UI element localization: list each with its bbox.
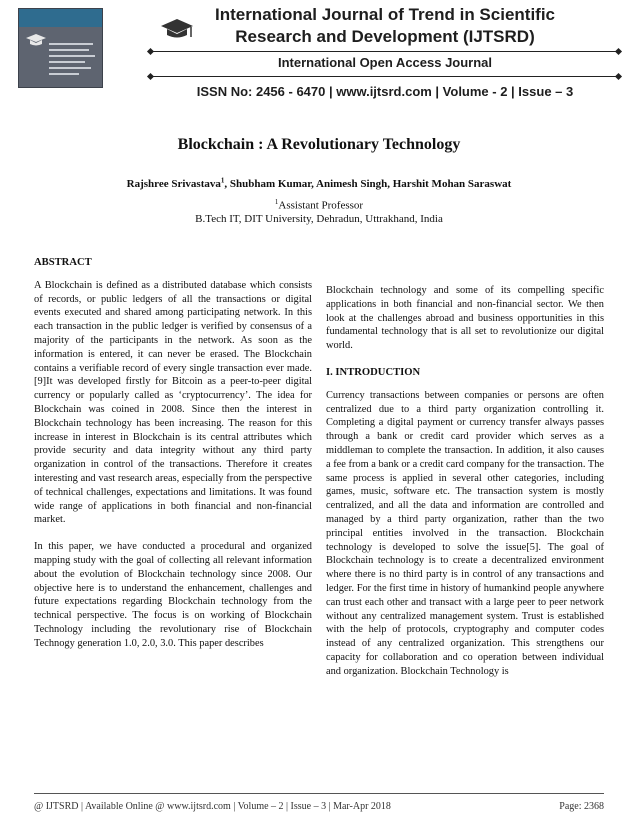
abstract-paragraph: A Blockchain is defined as a distributed database which consists of records, or public ledgers of all the transactions or digital events executed and shared among participating network. In this each transaction in the public ledger is verified by consensus of a majority of the participants in the network. As soon as the information is entered, it can never be erased. The Blockchain contains a verifiable record of every single transaction ever made. [9]It was developed firstly for Bitcoin as a peer-to-peer digital currency or popularly called as ‘cryptocurrency’. The idea for Blockchain was coined in 2008. Since then the interest in Blockchain technology has been increasing. The reason for this increase in interest in Blockchain is its central attributes which provide security and data integrity without any third party organization in control of the transactions. Therefore it creates interesting and vast research areas, especially from the perspective of technical challenges, expectations and limitations. It was found wide range of applications in both financial and non-financial market.: [34, 279, 312, 526]
header-divider: [150, 76, 620, 77]
author-names: Rajshree Srivastava$^1$, Shubham Kumar, Animesh Singh, Harshit Mohan Saraswat: [126, 176, 512, 190]
introduction-heading: I. INTRODUCTION: [326, 366, 421, 378]
page-footer: [34, 801, 604, 812]
header-divider: [150, 51, 620, 52]
footer-divider: [34, 793, 604, 794]
page-number: Page: 2368: [559, 801, 604, 812]
abstract-heading: ABSTRACT: [34, 257, 92, 268]
right-column: [326, 284, 604, 692]
abstract-paragraph: In this paper, we have conducted a procedural and organized mapping study with the goal of collecting all relevant information about the evolution of Blockchain technology since 2008. Our objective here is to understand the enhancement, challenges and future expectations regarding Blockchain technology from the technical perspective. The focus is on working of Blockchain Technology including the revolutionary rise of Blockchain Technogy generation 1.0, 2.0, 3.0. This paper describes: [34, 541, 312, 649]
affiliation-role: Assistant Professor: [278, 199, 364, 212]
footer-citation: @ IJTSRD | Available Online @ www.ijtsrd.com | Volume – 2 | Issue – 3 | Mar-Apr 2018: [34, 801, 391, 812]
journal-header: [0, 0, 638, 120]
journal-title-line1: International Journal of Trend in Scientific: [214, 5, 556, 24]
introduction-paragraph: Currency transactions between companies or persons are often centralized due to a third party organization controlling it. Completing a digital payment or currency transfer always passes through a bank or credit card provider which serves as a middleman to complete the transaction. In addition, it also causes a fee from a bank or a credit card company for the transaction. The same process is applied in several other categories, including games, music, software etc. The transaction system is mostly centralized, and all the data and information are controlled and managed by a third party organization, rather than the two principal entities involved in the transaction. Blockchain technology is developed to solve the issue[5]. The goal of Blockchain technology is to create a decentralized environment where there is no third party is in control of any transactions and ledger. For the first time in history of humankind people anywhere can trust each other and transact with a large peer to peer network without any centralized management system. Trust is established with the help of protocols, cryptography and computer codes instead of any centralized organization. This strengthens our capacity for collaboration and co operation between individual and organization. Blockchain Technology is: [326, 389, 604, 677]
graduation-cap-icon: [25, 33, 47, 49]
open-access-label: International Open Access Journal: [277, 55, 493, 70]
paper-title: Blockchain : A Revolutionary Technology: [177, 136, 461, 153]
affiliation-place: B.Tech IT, DIT University, Dehradun, Uttrakhand, India: [195, 213, 443, 225]
author-marker: 1: [220, 176, 225, 184]
abstract-continuation: Blockchain technology and some of its compelling specific applications in both financial and non-financial sector. We then look at the challenges abroad and business opportunities in this fundamental technology that is all set to revolutionize our digital world.: [326, 285, 604, 352]
journal-title-line2: Research and Development (IJTSRD): [235, 27, 535, 46]
left-column: [34, 256, 312, 664]
affiliation-title: [0, 198, 638, 212]
journal-cover-thumbnail: [18, 8, 103, 88]
affiliation-marker: 1: [274, 198, 279, 206]
author-list: [0, 176, 638, 190]
issn-line: ISSN No: 2456 - 6470 | www.ijtsrd.com | Volume - 2 | Issue – 3: [196, 84, 574, 99]
